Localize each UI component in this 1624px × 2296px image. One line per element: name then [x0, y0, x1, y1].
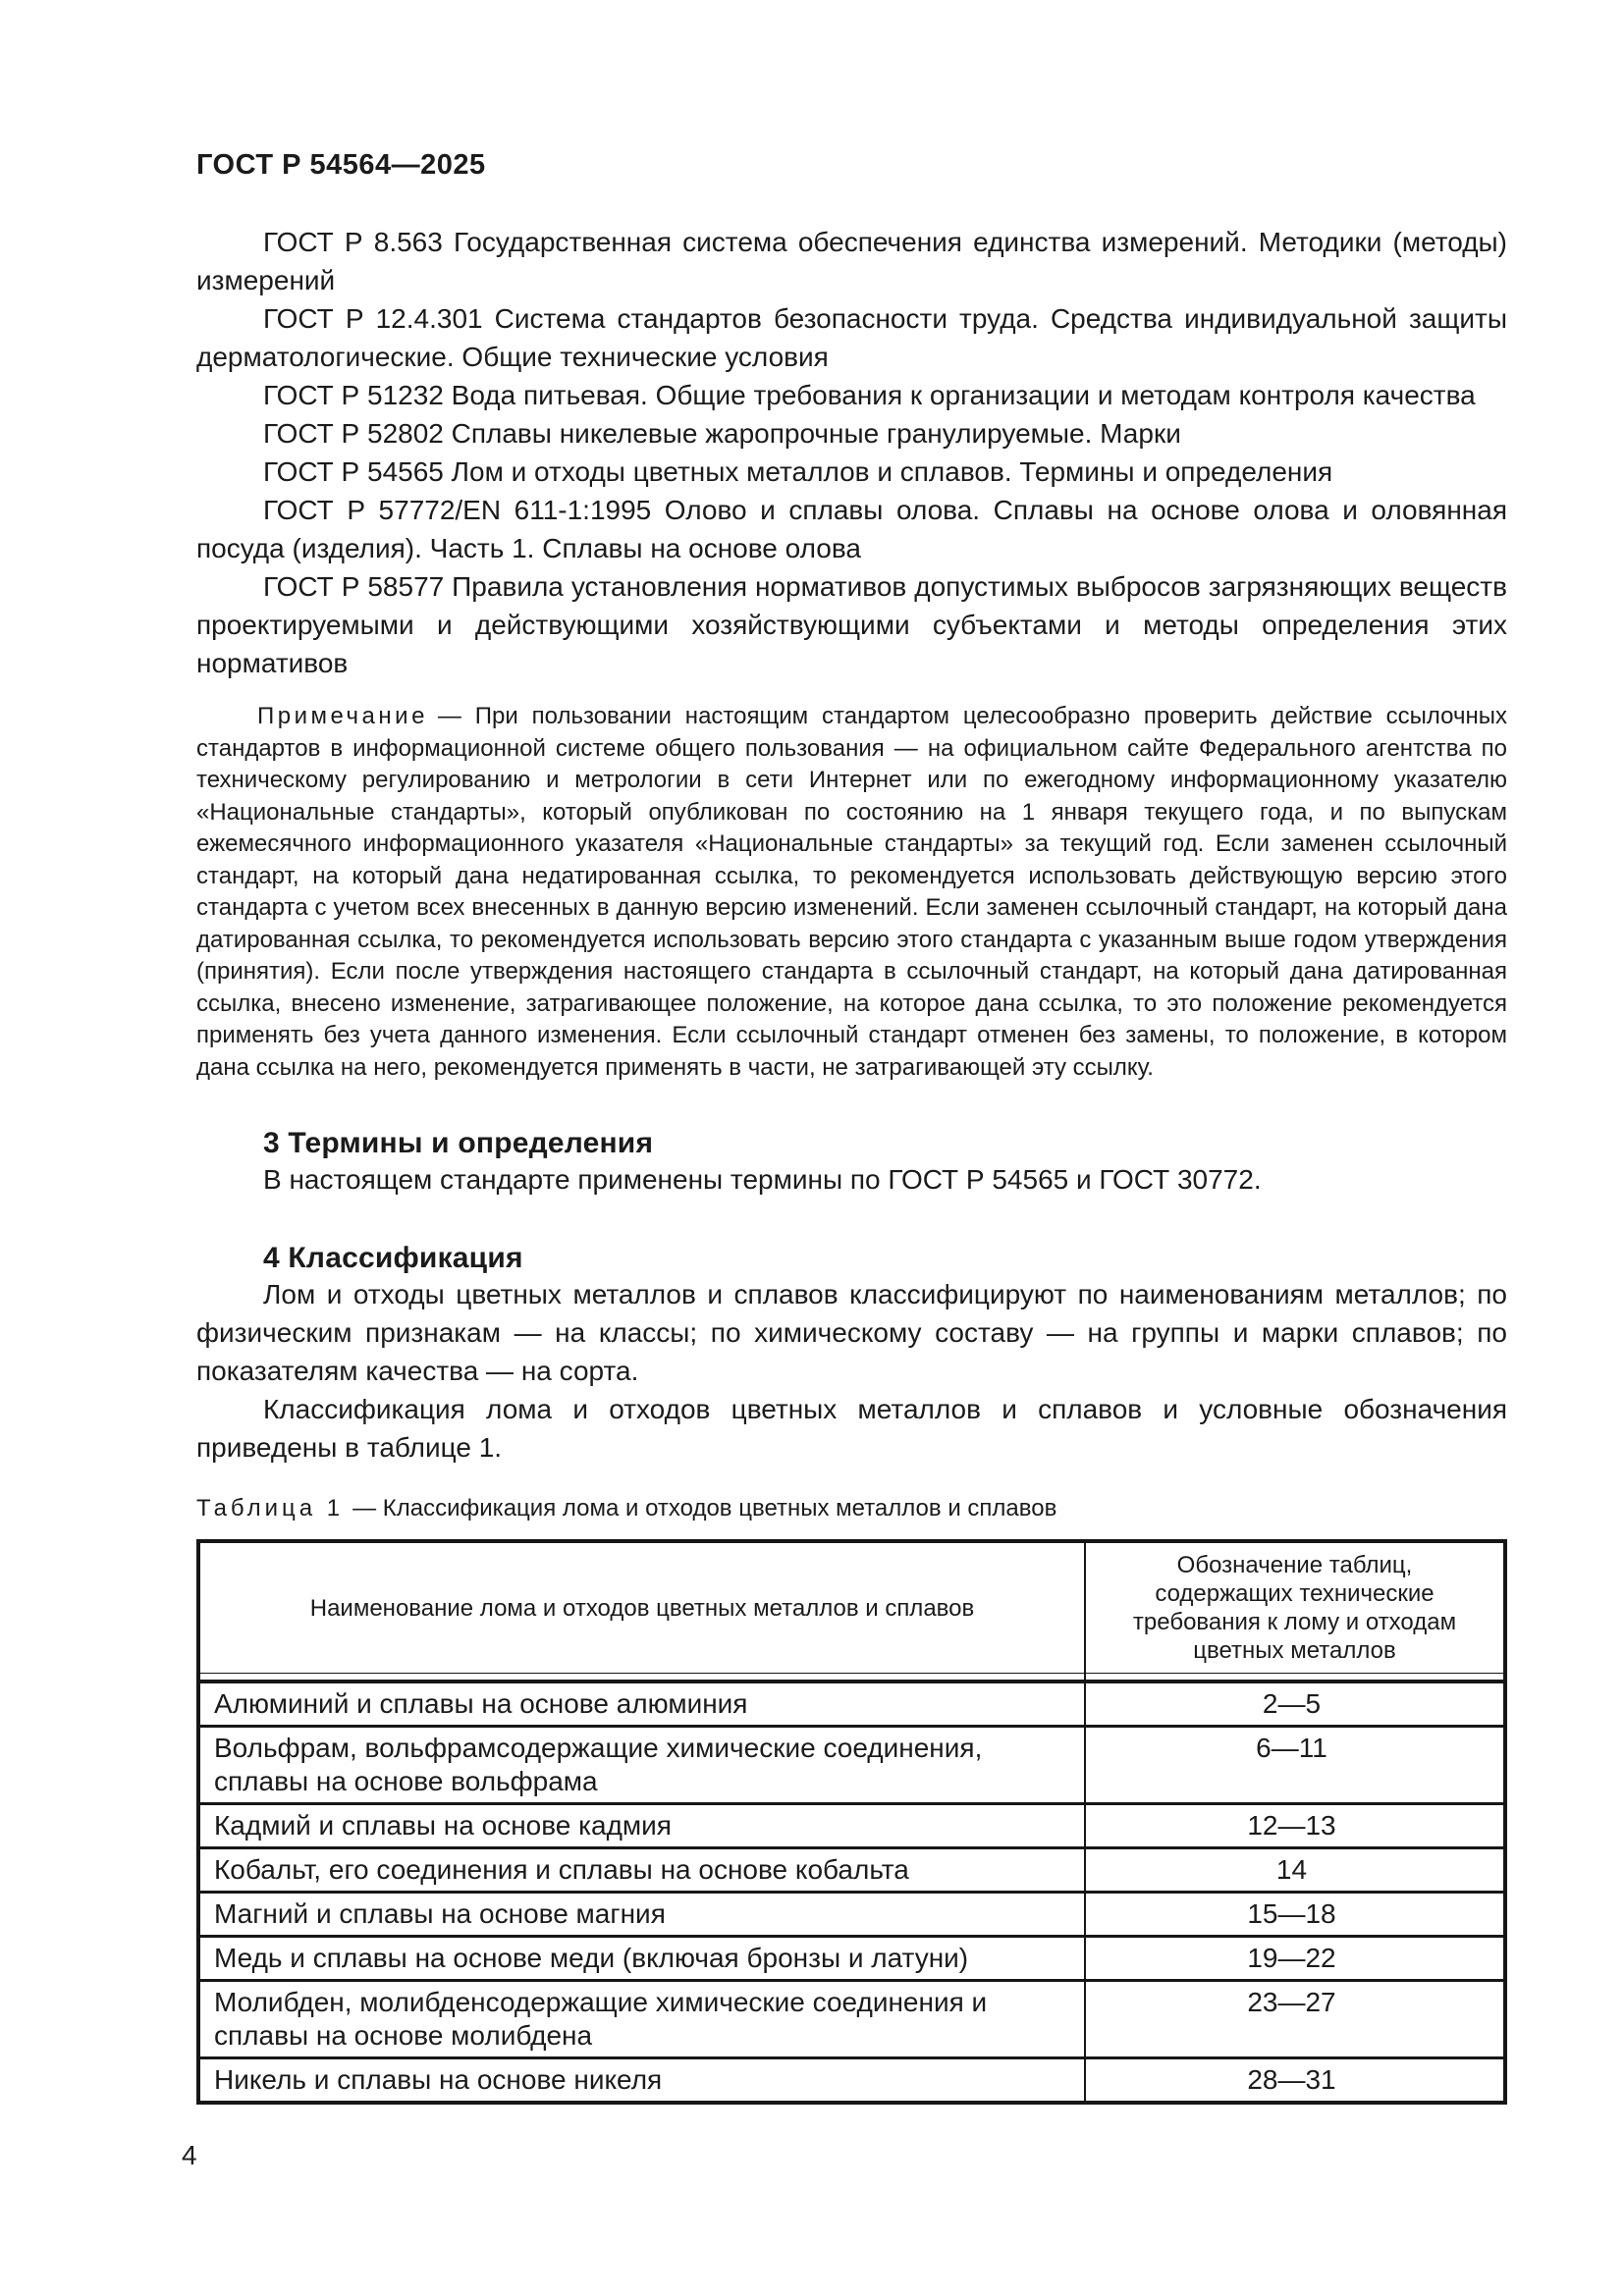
table-row — [198, 1937, 1505, 1981]
classification-table — [196, 1539, 1507, 2105]
note-paragraph — [196, 701, 1507, 1084]
reference-paragraph: ГОСТ Р 57772/EN 611-1:1995 Олово и сплавы олова. Сплавы на основе олова и оловянная посуда (изделия). Часть 1. Сплавы на основе олова — [196, 495, 1507, 563]
reference-paragraph: ГОСТ Р 8.563 Государственная система обеспечения единства измерений. Методики (методы) измерений — [196, 227, 1507, 295]
reference-paragraph: ГОСТ Р 54565 Лом и отходы цветных металлов и сплавов. Термины и определения — [263, 456, 1333, 487]
section-heading-classification: 4 Классификация — [263, 1242, 523, 1274]
table-row — [198, 1804, 1505, 1848]
page-number: 4 — [182, 2140, 197, 2170]
table-range-cell: 14 — [1085, 1848, 1505, 1893]
section-heading-terms: 3 Термины и определения — [263, 1127, 654, 1159]
classification-paragraph-1: Лом и отходы цветных металлов и сплавов классифицируют по наименованиям металлов; по физическим признакам — на классы; по химическому составу — на группы и марки сплавов; по показателям качества — на сорта. — [196, 1279, 1507, 1386]
table-range-cell: 23—27 — [1085, 1981, 1505, 2058]
table-range-cell: 2—5 — [1085, 1682, 1505, 1727]
table-caption-label: Таблица 1 — [196, 1495, 345, 1522]
reference-paragraph: ГОСТ Р 58577 Правила установления нормативов допустимых выбросов загрязняющих веществ проектируемыми и действующими хозяйствующими субъектами и методы определения этих нормативов — [196, 571, 1507, 678]
header-separator-row — [198, 1674, 1505, 1682]
metal-name-cell: Кадмий и сплавы на основе кадмия — [198, 1804, 1085, 1848]
metal-name-cell: Молибден, молибденсодержащие химические соединения и сплавы на основе молибдена — [198, 1981, 1085, 2058]
metal-name-cell: Алюминий и сплавы на основе алюминия — [198, 1682, 1085, 1727]
table-row — [198, 1682, 1505, 1727]
table-row — [198, 1893, 1505, 1937]
column-header-designation: Обозначение таблиц, содержащих технические требования к лому и отходам цветных металлов — [1085, 1541, 1505, 1674]
note-label: Примечание — [257, 703, 428, 729]
table-header-row — [198, 1541, 1505, 1674]
reference-paragraph: ГОСТ Р 12.4.301 Система стандартов безопасности труда. Средства индивидуальной защиты дерматологические. Общие технические условия — [196, 303, 1507, 372]
table-range-cell: 15—18 — [1085, 1893, 1505, 1937]
table-range-cell: 6—11 — [1085, 1727, 1505, 1804]
table-range-cell: 12—13 — [1085, 1804, 1505, 1848]
table-row — [198, 2058, 1505, 2104]
doc-code-header: ГОСТ Р 54564—2025 — [196, 149, 486, 181]
references-list — [196, 223, 1507, 682]
metal-name-cell: Вольфрам, вольфрамсодержащие химические соединения, сплавы на основе вольфрама — [198, 1727, 1085, 1804]
note-text: — При пользовании настоящим стандартом целесообразно проверить действие ссылочных стандартов в информационной системе общего пользования — на официальном сайте Федерального агентства по техническому регулированию и метрологии в сети Интернет или по ежегодному информационному указателю «Национальные стандарты», который опубликован по состоянию на 1 января текущего года, и по выпускам ежемесячного информационного указателя «Национальные стандарты» за текущий год. Если заменен ссылочный стандарт, на который дана недатированная ссылка, то рекомендуется использовать действующую версию этого стандарта с учетом всех внесенных в данную версию изменений. Если заменен ссылочный стандарт, на который дана датированная ссылка, то рекомендуется использовать версию этого стандарта с указанным выше годом утверждения (принятия). Если после утверждения настоящего стандарта в ссылочный стандарт, на который дана датированная ссылка, внесено изменение, затрагивающее положение, на которое дана ссылка, то это положение рекомендуется применять без учета данного изменения. Если ссылочный стандарт отменен без замены, то положение, в котором дана ссылка на него, рекомендуется применять в части, не затрагивающей эту ссылку. — [196, 703, 1507, 1081]
terms-paragraph: В настоящем стандарте применены термины по ГОСТ Р 54565 и ГОСТ 30772. — [263, 1164, 1262, 1195]
reference-paragraph: ГОСТ Р 51232 Вода питьевая. Общие требования к организации и методам контроля качества — [263, 380, 1476, 410]
reference-paragraph: ГОСТ Р 52802 Сплавы никелевые жаропрочные гранулируемые. Марки — [263, 418, 1181, 449]
metal-name-cell: Магний и сплавы на основе магния — [198, 1893, 1085, 1937]
table-range-cell: 28—31 — [1085, 2058, 1505, 2104]
table-caption-text: — Классификация лома и отходов цветных металлов и сплавов — [352, 1495, 1057, 1522]
table-caption — [196, 1494, 1507, 1523]
metal-name-cell: Кобальт, его соединения и сплавы на основе кобальта — [198, 1848, 1085, 1893]
classification-paragraph-2: Классификация лома и отходов цветных металлов и сплавов и условные обозначения приведены в таблице 1. — [196, 1394, 1507, 1463]
metal-name-cell: Медь и сплавы на основе меди (включая бронзы и латуни) — [198, 1937, 1085, 1981]
table-row — [198, 1727, 1505, 1804]
table-row — [198, 1981, 1505, 2058]
table-range-cell: 19—22 — [1085, 1937, 1505, 1981]
metal-name-cell: Никель и сплавы на основе никеля — [198, 2058, 1085, 2104]
table-row — [198, 1848, 1505, 1893]
column-header-name: Наименование лома и отходов цветных металлов и сплавов — [198, 1541, 1085, 1674]
